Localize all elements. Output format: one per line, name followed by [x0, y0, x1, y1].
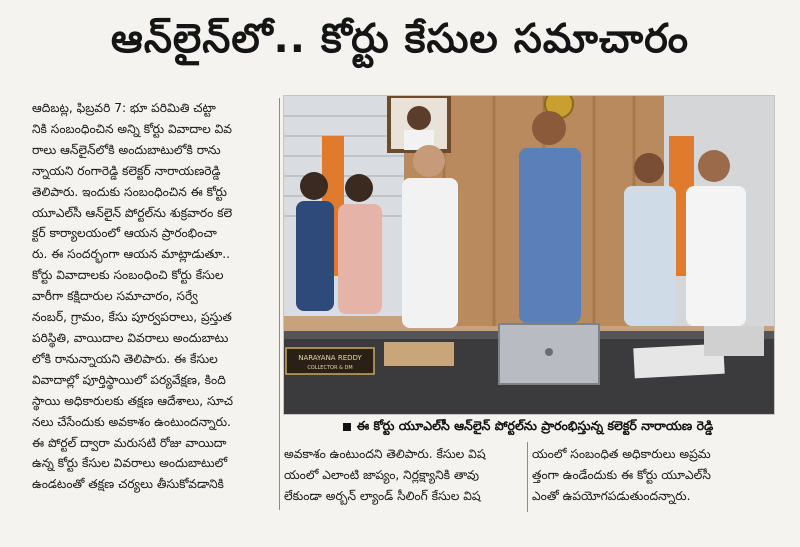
- nameplate-text: NARAYANA REDDY: [298, 354, 362, 362]
- caption-text: ఈ కోర్టు యూఎల్‌సీ ఆన్‌లైన్ పోర్టల్‌ను ప్రారంభిస్తున్న కలెక్టర్ నారాయణ రెడ్డి: [356, 417, 714, 433]
- article-line: నికి సంబంధించిన అన్ని కోర్టు వివాదాల వివ: [32, 121, 232, 136]
- article-line: నలు చేసేందుకు అవకాశం ఉంటుందన్నారు.: [32, 414, 231, 429]
- article-line: న్నాయని రంగారెడ్డి కలెక్టర్ నారాయణరెడ్డి: [32, 163, 221, 178]
- desk-tray: [384, 342, 454, 366]
- article-line: వివాదాల్లో పూర్తిస్థాయిలో పర్యవేక్షణ, కింది: [32, 372, 226, 387]
- article-line: ఉన్న కోర్టు కేసుల వివరాలు అందుబాటులో: [32, 456, 228, 471]
- column-divider: [279, 98, 280, 510]
- article-middle-column: [284, 444, 524, 507]
- article-line: వారీగా కక్షిదారుల సమాచారం, సర్వే: [32, 289, 198, 304]
- headline: ఆన్‌లైన్‌లో.. కోర్టు కేసుల సమాచారం: [110, 16, 690, 62]
- article-line: స్థాయి అధికారులకు తక్షణ ఆదేశాలు, సూచ: [32, 393, 234, 408]
- nameplate-subtext: COLLECTOR & DM: [307, 365, 353, 371]
- article-line: ఈ పోర్టల్ ద్వారా మరుసటి రోజు వాయిదా: [32, 435, 227, 450]
- photo-caption: [283, 416, 773, 438]
- article-right-column: [532, 444, 772, 507]
- article-line: క్టర్ కార్యాలయంలో ఆయన ప్రారంభించా: [32, 226, 217, 241]
- files: [704, 326, 764, 356]
- article-line: లేకుండా అర్బన్ ల్యాండ్ సీలింగ్ కేసుల విష: [284, 489, 481, 503]
- article-line: ఎంతో ఉపయోగపడుతుందన్నారు.: [532, 489, 691, 503]
- column-divider: [527, 442, 528, 512]
- caption-bullet-icon: [343, 423, 351, 431]
- article-line: లోకి రానున్నాయని తెలిపారు. ఈ కేసుల: [32, 351, 218, 366]
- article-left-column: [32, 98, 276, 495]
- article-line: తెలిపారు. ఇందుకు సంబంధించిన ఈ కోర్టు: [32, 184, 227, 199]
- article-line: అవకాశం ఉంటుందని తెలిపారు. కేసుల విష: [284, 447, 486, 461]
- news-photo: [283, 95, 775, 415]
- article-line: ఉండటంతో తక్షణ చర్యలు తీసుకోవడానికి: [32, 477, 224, 492]
- article-line: త్తంగా ఉండేందుకు ఈ కోర్టు యూఎల్‌సీ: [532, 468, 711, 482]
- article-line: యూఎల్‌సీ ఆన్‌లైన్ పోర్టల్‌ను శుక్రవారం కలె: [32, 205, 233, 220]
- article-line: యంలో సంబంధిత అధికారులు అప్రమ: [532, 447, 711, 461]
- article-line: రాలు ఆన్‌లైన్‌లోకి అందుబాటులోకి రాను: [32, 142, 221, 157]
- article-line: కోర్టు వివాదాలకు సంబంధించి కోర్టు కేసుల: [32, 268, 224, 283]
- article-line: పరిస్థితి, వాయిదాల వివరాలు అందుబాటు: [32, 330, 229, 345]
- article-line: రు. ఈ సందర్భంగా ఆయన మాట్లాడుతూ..: [32, 247, 231, 262]
- article-line: నంబర్, గ్రామం, కేసు పూర్వపరాలు, ప్రస్తుత: [32, 310, 232, 325]
- article-line: ఆదిబట్ల, ఫిబ్రవరి 7: భూ పరిమితి చట్టా: [32, 101, 216, 115]
- article-line: యంలో ఎలాంటి జాప్యం, నిర్లక్ష్యానికి తావు: [284, 468, 479, 482]
